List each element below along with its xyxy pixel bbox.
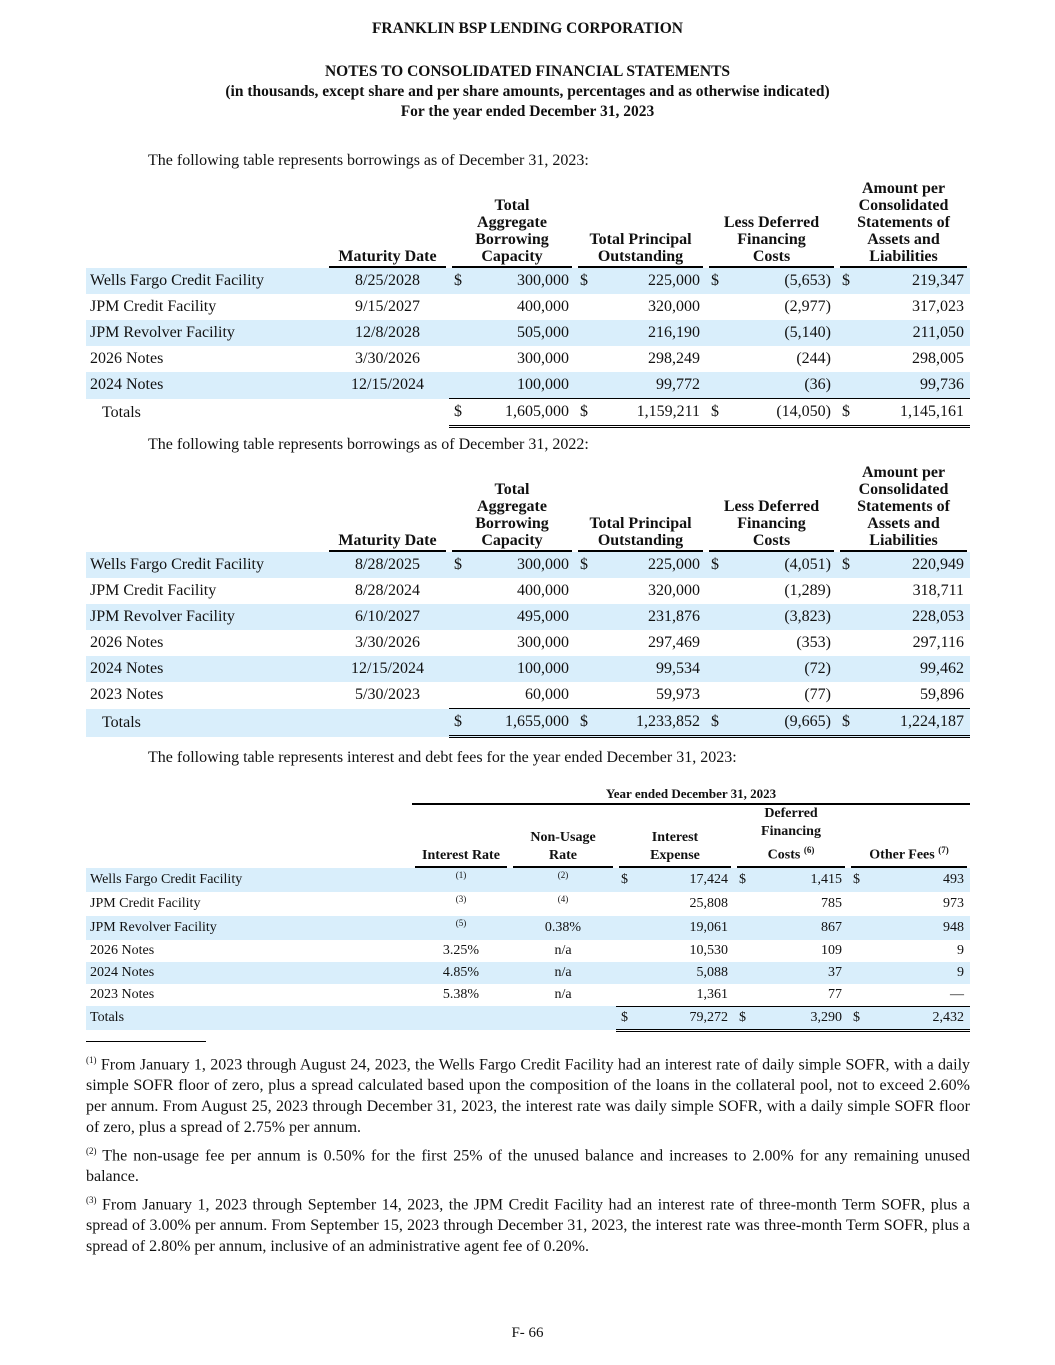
col-maturity: Maturity Date	[326, 464, 449, 552]
table-row: 2026 Notes 3.25% n/a 10,530 109 9	[90, 942, 964, 958]
col-deferred: Less Deferred Financing Costs	[706, 464, 837, 552]
table-row: JPM Revolver Facility 6/10/2027 495,000 231,876 (3,823) 228,053	[86, 604, 970, 630]
col-principal: Total Principal Outstanding	[575, 464, 706, 552]
notes-subtitle: (in thousands, except share and per share amounts, percentages and as otherwise indicated)	[225, 83, 830, 100]
notes-period: For the year ended December 31, 2023	[400, 103, 655, 120]
totals-row: Totals $ 79,272 $ 3,290 $ 2,432	[86, 1006, 970, 1030]
table-row: 2024 Notes 4.85% n/a 5,088 37 9	[86, 962, 970, 984]
interest-table	[86, 782, 970, 1032]
table-header-row	[86, 464, 970, 552]
notes-heading	[0, 62, 1055, 122]
col-interest-expense: Interest Expense	[616, 804, 734, 868]
col-amount: Amount per Consolidated Statements of Assets and Liabilities	[837, 180, 970, 268]
table-row: 2023 Notes 5/30/2023 60,000 59,973 (77) 59,896	[86, 682, 970, 709]
table-row: Wells Fargo Credit Facility 8/25/2028 $ 300,000 $ 225,000 $ (5,653) $ 219,347	[86, 268, 970, 294]
footnote-1: $^{(1)}$ From January 1, 2023 through August 24, 2023, the Wells Fargo Credit Facility had an interest rate of daily simple SOFR, with a daily simple SOFR floor of zero, plus a spread calculated based upon the composition of the loans in the collateral pool, not to exceed 2.60% per annum. From August 25, 2023 through December 31, 2023, the interest rate was daily simple SOFR, with a daily simple SOFR floor of zero, plus a spread of 2.75% per annum.	[86, 1055, 971, 1137]
table-row: JPM Credit Facility (3) (4) 25,808 785 973	[90, 893, 964, 911]
borrowings-2023-table	[86, 180, 970, 428]
table-header-row	[86, 804, 970, 868]
col-interest-rate: Interest Rate	[412, 804, 510, 868]
table-row: Wells Fargo Credit Facility (1) (2) $ 17,424 $ 1,415 $ 493	[86, 868, 970, 892]
table-row: Wells Fargo Credit Facility 8/28/2025 $ 300,000 $ 225,000 $ (4,051) $ 220,949	[86, 552, 970, 578]
borrowings-2023-intro: The following table represents borrowings as of December 31, 2023:	[148, 152, 589, 169]
table-row: 2026 Notes 3/30/2026 300,000 297,469 (353) 297,116	[90, 634, 964, 651]
table-row: JPM Credit Facility 9/15/2027 400,000 320,000 (2,977) 317,023	[90, 298, 964, 315]
group-header-row	[86, 782, 970, 804]
col-capacity: Total Aggregate Borrowing Capacity	[449, 464, 575, 552]
table-row: 2026 Notes 3/30/2026 300,000 298,249 (244) 298,005	[90, 350, 964, 367]
table-row: 2023 Notes 5.38% n/a 1,361 77 —	[86, 984, 970, 1007]
col-principal: Total Principal Outstanding	[575, 180, 706, 268]
col-maturity: Maturity Date	[326, 180, 449, 268]
table-row: JPM Revolver Facility 12/8/2028 505,000 216,190 (5,140) 211,050	[86, 320, 970, 346]
totals-row: Totals $ 1,655,000 $ 1,233,852 $ (9,665) $ 1,224,187	[86, 709, 970, 737]
footnote-3: $^{(3)}$ From January 1, 2023 through September 14, 2023, the JPM Credit Facility had an interest rate of three-month Term SOFR, plus a spread of 3.00% per annum. From September 15, 2023 through December 31, 2023, the interest rate was three-month Term SOFR, plus a spread of 2.80% per annum, inclusive of an administrative agent fee of 0.20%.	[86, 1195, 971, 1256]
company-name: FRANKLIN BSP LENDING CORPORATION	[371, 20, 684, 37]
borrowings-2022-table	[86, 464, 970, 738]
table-row: JPM Credit Facility 8/28/2024 400,000 320,000 (1,289) 318,711	[90, 582, 964, 599]
year-ended-header: Year ended December 31, 2023	[412, 782, 970, 804]
table-header-row	[86, 180, 970, 268]
col-other-fees: Other Fees $^{(7)}$	[848, 804, 970, 868]
footnote-2: $^{(2)}$ The non-usage fee per annum is 0.50% for the first 25% of the unused balance and increases to 2.00% for any remaining unused balance.	[86, 1146, 970, 1186]
interest-intro: The following table represents interest and debt fees for the year ended December 31, 2023:	[148, 749, 737, 766]
table-row: 2024 Notes 12/15/2024 100,000 99,772 (36) 99,736	[86, 372, 970, 399]
col-deferred-financing: Deferred Financing Costs $^{(6)}$	[734, 804, 848, 868]
footnote-separator	[86, 1041, 206, 1042]
col-non-usage-rate: Non-Usage Rate	[510, 804, 616, 868]
page-number: F- 66	[511, 1325, 544, 1341]
table-row: JPM Revolver Facility (5) 0.38% 19,061 867 948	[86, 916, 970, 940]
table-row: 2024 Notes 12/15/2024 100,000 99,534 (72) 99,462	[86, 656, 970, 682]
notes-title: NOTES TO CONSOLIDATED FINANCIAL STATEMENTS	[324, 63, 731, 80]
col-capacity: Total Aggregate Borrowing Capacity	[449, 180, 575, 268]
col-deferred: Less Deferred Financing Costs	[706, 180, 837, 268]
col-amount: Amount per Consolidated Statements of Assets and Liabilities	[837, 464, 970, 552]
totals-row: Totals $ 1,605,000 $ 1,159,211 $ (14,050) $ 1,145,161	[86, 399, 970, 427]
borrowings-2022-intro: The following table represents borrowings as of December 31, 2022:	[148, 436, 589, 453]
